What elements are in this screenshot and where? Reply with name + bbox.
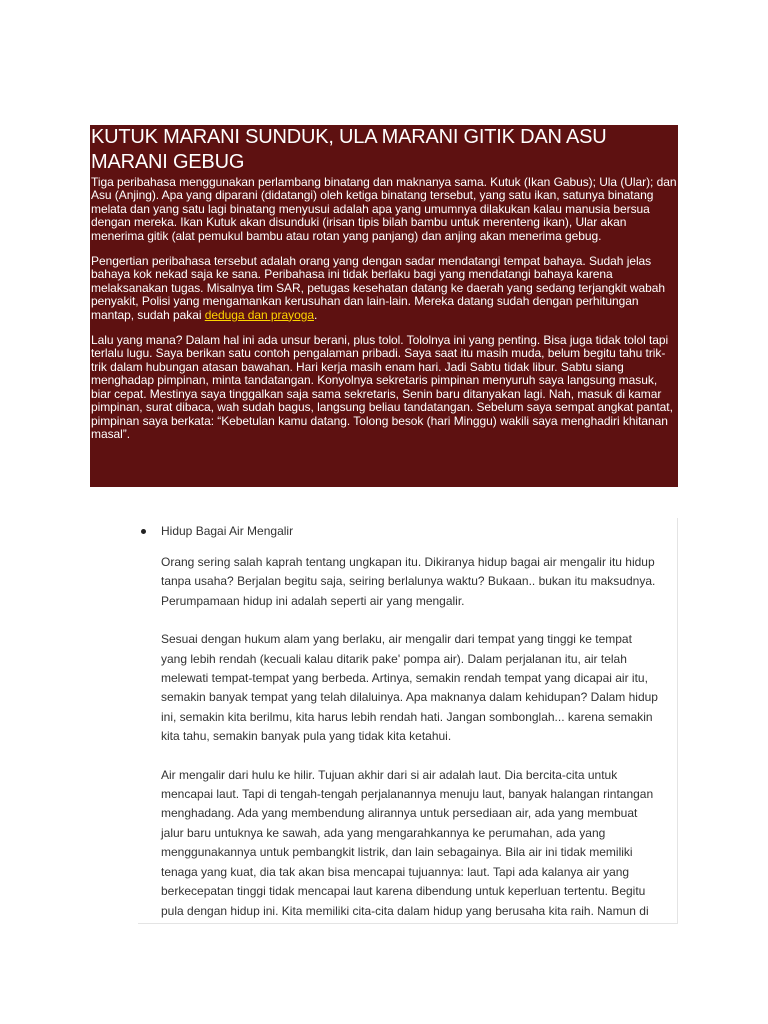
bullet-icon — [141, 529, 146, 534]
deduga-dan-prayoga-link[interactable]: deduga dan prayoga — [204, 307, 314, 322]
article-paragraph-2-text: Pengertian peribahasa tersebut adalah orang yang dengan sadar mendatangi tempat bahaya. Sudah jelas bahaya kok nekad saja ke sana. Peribahasa ini tidak berlaku bagi yang mendatangi bahaya karena melaksanakan tugas. Misalnya tim SAR, petugas kesehatan datang ke daerah yang sedang terjangkit wabah penyakit, Polisi yang mengamankan kerusuhan dan lain-lain. Mereka datang sudah dengan perhitungan mantap, sudah pakai — [91, 254, 665, 322]
article-paragraph-2 — [91, 255, 678, 322]
list-item — [138, 522, 677, 540]
list-paragraph-2: Sesuai dengan hukum alam yang berlaku, air mengalir dari tempat yang tinggi ke tempat yang lebih rendah (kecuali kalau ditarik pake' pompa air). Dalam perjalanan itu, air telah melewati tempat-tempat yang berbeda. Artinya, semakin rendah tempat yang dicapai air itu, semakin banyak tempat yang telah dilaluinya. Apa maknanya dalam kehidupan? Dalam hidup ini, semakin kita berilmu, kita harus lebih rendah hati. Jangan sombonglah... karena semakin kita tahu, semakin banyak pula yang tidak kita ketahui. — [161, 632, 658, 744]
article-block — [90, 125, 678, 487]
article-paragraph-2-end: . — [313, 307, 318, 322]
list-paragraph-1: Orang sering salah kaprah tentang ungkapan itu. Dikiranya hidup bagai air mengalir itu hidup tanpa usaha? Berjalan begitu saja, seiring berlalunya waktu? Bukaan.. bukan itu maksudnya. Perumpamaan hidup ini adalah seperti air yang mengalir. — [161, 555, 656, 608]
list-item-title: Hidup Bagai Air Mengalir — [161, 524, 294, 538]
article-paragraph-3: Lalu yang mana? Dalam hal ini ada unsur berani, plus tolol. Tololnya ini yang penting. Bisa juga tidak tolol tapi terlalu lugu. Saya berikan satu contoh pengalaman pribadi. Saya saat itu masih muda, belum begitu tahu trik-trik dalam hubungan atasan bawahan. Hari kerja masih enam hari. Jadi Sabtu tidak libur. Sabtu siang menghadap pimpinan, minta tandatangan. Konyolnya sekretaris pimpinan menyuruh saya langsung masuk, biar cepat. Mestinya saya tinggalkan saja sama sekretaris, Senin baru ditanyakan lagi. Nah, masuk di kamar pimpinan, surat dibaca, wah sudah bagus, langsung beliau tandatangan. Sebelum saya sempat angkat pantat, pimpinan saya berkata: “Kebetulan kamu datang. Tolong besok (hari Minggu) wakili saya menghadiri khitanan masal”. — [91, 333, 673, 441]
article-title: KUTUK MARANI SUNDUK, ULA MARANI GITIK DAN ASU MARANI GEBUG — [91, 126, 607, 173]
list-block — [138, 518, 678, 924]
list-paragraph-3: Air mengalir dari hulu ke hilir. Tujuan akhir dari si air adalah laut. Dia bercita-cita untuk mencapai laut. Tapi di tengah-tengah perjalanannya menuju laut, banyak halangan rintangan menghadang. Ada yang membendung alirannya untuk persediaan air, ada yang membuat jalur baru untuknya ke sawah, ada yang mengarahkannya ke perumahan, ada yang menggunakannya untuk pembangkit listrik, dan lain sebagainya. Bila air ini tidak memiliki tenaga yang kuat, dia tak akan bisa mencapai tujuannya: laut. Tapi ada kalanya air yang berkecepatan tinggi tidak mencapai laut karena dibendung untuk keperluan tertentu. Begitu pula dengan hidup ini. Kita memiliki cita-cita dalam hidup yang berusaha kita raih. Namun di — [161, 767, 654, 918]
article-paragraph-1: Tiga peribahasa menggunakan perlambang binatang dan maknanya sama. Kutuk (Ikan Gabus); Ula (Ular); dan Asu (Anjing). Apa yang diparani (didatangi) oleh ketiga binatang tersebut, yang satu ikan, satunya binatang melata dan yang satu lagi binatang menyusui adalah apa yang umumnya dilakukan kalau manusia bersua dengan mereka. Ikan Kutuk akan disunduki (irisan tipis bilah bambu untuk merenteng ikan), Ular akan menerima gitik (alat pemukul bambu atau rotan yang panjang) dan anjing akan menerima gebug. — [91, 175, 677, 243]
